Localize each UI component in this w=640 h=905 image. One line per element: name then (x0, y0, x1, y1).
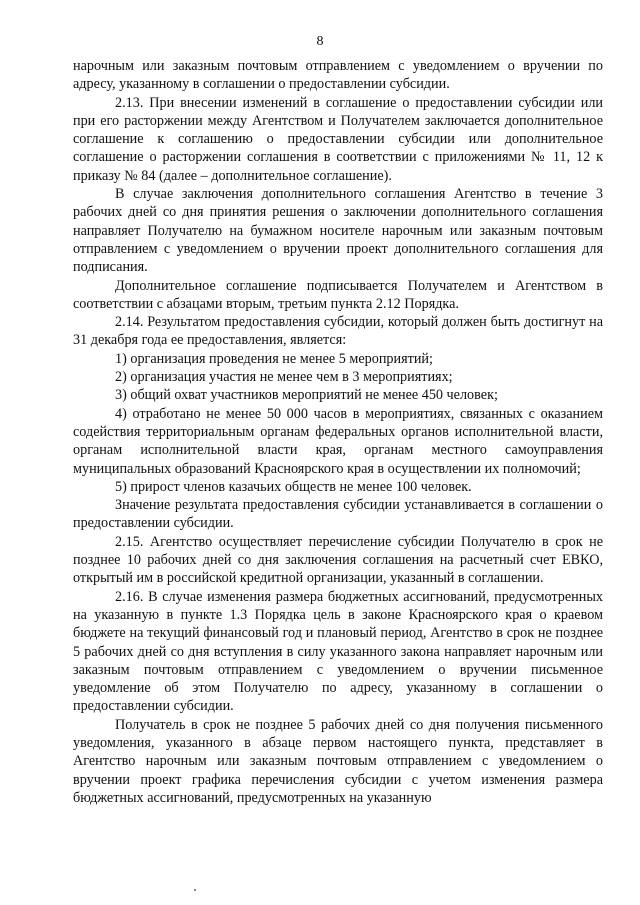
paragraph-2-16: 2.16. В случае изменения размера бюджетных ассигнований, предусмотренных на указанную в пункте 1.3 Порядка цель в законе Красноярского края о краевом бюджете на текущий финансовый год и плановый период, Агентство в срок не позднее 5 рабочих дней со дня вступления в силу указанного закона направляет нарочным или заказным почтовым отправлением с уведомлением о вручении письменное уведомление об этом Получателю по адресу, указанному в соглашении о предоставлении субсидии. (73, 588, 603, 715)
paragraph-2-13: 2.13. При внесении изменений в соглашение о предоставлении субсидии или при его расторжении между Агентством и Получателем заключается дополнительное соглашение к соглашению о предоставлении субсидии или дополнительное соглашение о расторжении соглашения в соответствии с приложениями № 11, 12 к приказу № 84 (далее – дополнительное соглашение). (73, 94, 603, 184)
list-item-5: 5) прирост членов казачьих обществ не менее 100 человек. (115, 478, 472, 495)
scan-speck (194, 889, 196, 891)
paragraph-1: нарочным или заказным почтовым отправлением с уведомлением о вручении по адресу, указанному в соглашении о предоставлении субсидии. (73, 58, 603, 93)
list-item-2: 2) организация участия не менее чем в 3 мероприятиях; (115, 369, 453, 386)
list-item-1: 1) организация проведения не менее 5 мероприятий; (115, 350, 433, 367)
paragraph-2-15: 2.15. Агентство осуществляет перечисление субсидии Получателю в срок не позднее 10 рабочих дней со дня заключения соглашения на расчетный счет ЕВКО, открытый им в российской кредитной организации, указанный в соглашении. (73, 533, 603, 587)
paragraph-4: Дополнительное соглашение подписывается Получателем и Агентством в соответствии с абзацами вторым, третьим пункта 2.12 Порядка. (73, 277, 603, 312)
paragraph-3: В случае заключения дополнительного соглашения Агентство в течение 3 рабочих дней со дня принятия решения о заключении дополнительного соглашения направляет Получателю на бумажном носителе нарочным или заказным почтовым отправлением с уведомлением о вручении проект дополнительного соглашения для подписания. (73, 186, 603, 276)
paragraph-2-14: 2.14. Результатом предоставления субсидии, который должен быть достигнут на 31 декабря года ее предоставления, является: (73, 314, 603, 349)
paragraph-recipient: Получатель в срок не позднее 5 рабочих дней со дня получения письменного уведомления, указанного в абзаце первом настоящего пункта, представляет в Агентство нарочным или заказным почтовым отправлением с уведомлением о вручении проект графика перечисления субсидии с учетом изменения размера бюджетных ассигнований, предусмотренных на указанную (73, 716, 603, 806)
list-item-4: 4) отработано не менее 50 000 часов в мероприятиях, связанных с оказанием содействия территориальным органам федеральных органов исполнительной власти, органам исполнительной власти края, органам местного самоуправления муниципальных образований Красноярского края в осуществлении их полномочий; (73, 405, 603, 477)
list-item-3: 3) общий охват участников мероприятий не менее 450 человек; (115, 387, 498, 404)
page-number: 8 (316, 34, 324, 49)
paragraph-result-value: Значение результата предоставления субсидии устанавливается в соглашении о предоставлении субсидии. (73, 497, 603, 532)
document-body (73, 57, 603, 807)
